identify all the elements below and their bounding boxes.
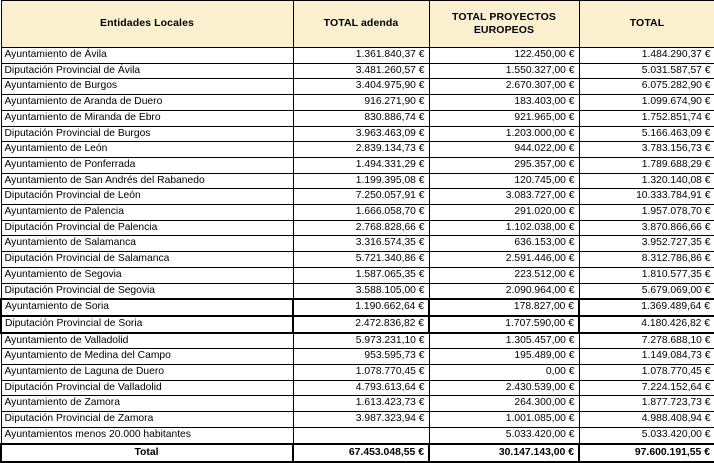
cell-proy: 1.550.327,00 € (429, 63, 579, 79)
cell-total-label: Total (1, 444, 293, 462)
cell-adenda: 4.793.613,64 € (293, 380, 429, 396)
table-row (1, 316, 714, 333)
cell-total: 8.312.786,86 € (579, 252, 714, 268)
cell-adenda: 1.078.770,45 € (293, 365, 429, 381)
cell-total: 5.033.420,00 € (579, 427, 714, 443)
cell-entity: Diputación Provincial de Valladolid (1, 380, 293, 396)
cell-total: 1.099.674,90 € (579, 95, 714, 111)
table-row (1, 236, 714, 252)
cell-adenda (293, 427, 429, 443)
column-header-total: TOTAL (579, 1, 714, 48)
cell-total: 1.877.723,73 € (579, 396, 714, 412)
table-body (1, 48, 714, 462)
cell-adenda: 830.886,74 € (293, 110, 429, 126)
cell-proy: 636.153,00 € (429, 236, 579, 252)
cell-adenda: 1.199.395,08 € (293, 173, 429, 189)
cell-entity: Diputación Provincial de Ávila (1, 63, 293, 79)
cell-entity: Diputación Provincial de León (1, 189, 293, 205)
cell-total: 1.752.851,74 € (579, 110, 714, 126)
table-row (1, 79, 714, 95)
table-header (1, 1, 714, 48)
cell-entity: Diputación Provincial de Segovia (1, 283, 293, 299)
cell-proy: 5.033.420,00 € (429, 427, 579, 443)
table-row (1, 283, 714, 299)
cell-adenda: 2.839.134,73 € (293, 142, 429, 158)
cell-entity: Diputación Provincial de Zamora (1, 412, 293, 428)
table-row (1, 396, 714, 412)
table-total-row (1, 444, 714, 462)
cell-entity: Diputación Provincial de Palencia (1, 220, 293, 236)
table-header-row (1, 1, 714, 48)
cell-proy: 0,00 € (429, 365, 579, 381)
cell-entity: Ayuntamiento de Soria (1, 299, 293, 316)
table-row (1, 252, 714, 268)
cell-proy: 264.300,00 € (429, 396, 579, 412)
cell-proy: 291.020,00 € (429, 205, 579, 221)
column-header-entity: Entidades Locales (1, 1, 293, 48)
cell-proy: 2.670.307,00 € (429, 79, 579, 95)
cell-total-total: 97.600.191,55 € (579, 444, 714, 462)
cell-total: 3.870.866,66 € (579, 220, 714, 236)
cell-total: 1.320.140,08 € (579, 173, 714, 189)
table-row (1, 95, 714, 111)
table-row (1, 333, 714, 349)
cell-adenda: 1.587.065,35 € (293, 267, 429, 283)
cell-total-proy: 30.147.143,00 € (429, 444, 579, 462)
cell-adenda: 916.271,90 € (293, 95, 429, 111)
cell-entity: Ayuntamientos menos 20.000 habitantes (1, 427, 293, 443)
cell-entity: Ayuntamiento de San Andrés del Rabanedo (1, 173, 293, 189)
table-row (1, 126, 714, 142)
cell-entity: Ayuntamiento de Valladolid (1, 333, 293, 349)
cell-entity: Ayuntamiento de Laguna de Duero (1, 365, 293, 381)
cell-total: 1.810.577,35 € (579, 267, 714, 283)
cell-adenda: 3.404.975,90 € (293, 79, 429, 95)
cell-proy: 223.512,00 € (429, 267, 579, 283)
cell-total-adenda: 67.453.048,55 € (293, 444, 429, 462)
cell-proy: 1.305.457,00 € (429, 333, 579, 349)
cell-adenda: 953.595,73 € (293, 349, 429, 365)
table-row (1, 412, 714, 428)
cell-entity: Ayuntamiento de Zamora (1, 396, 293, 412)
table-row (1, 365, 714, 381)
table-row (1, 267, 714, 283)
table-row (1, 189, 714, 205)
cell-adenda: 2.768.828,66 € (293, 220, 429, 236)
table-row (1, 173, 714, 189)
cell-entity: Ayuntamiento de Aranda de Duero (1, 95, 293, 111)
cell-adenda: 5.721.340,86 € (293, 252, 429, 268)
column-header-total-adenda: TOTAL adenda (293, 1, 429, 48)
cell-entity: Ayuntamiento de Ávila (1, 48, 293, 64)
cell-adenda: 3.316.574,35 € (293, 236, 429, 252)
cell-total: 10.333.784,91 € (579, 189, 714, 205)
cell-total: 5.679.069,00 € (579, 283, 714, 299)
cell-proy: 1.001.085,00 € (429, 412, 579, 428)
cell-entity: Ayuntamiento de Burgos (1, 79, 293, 95)
cell-total: 1.957.078,70 € (579, 205, 714, 221)
cell-proy: 183.403,00 € (429, 95, 579, 111)
table-row (1, 63, 714, 79)
cell-adenda: 1.666.058,70 € (293, 205, 429, 221)
cell-adenda: 5.973.231,10 € (293, 333, 429, 349)
cell-proy: 1.203.000,00 € (429, 126, 579, 142)
cell-entity: Ayuntamiento de Segovia (1, 267, 293, 283)
cell-total: 7.278.688,10 € (579, 333, 714, 349)
cell-adenda: 3.963.463,09 € (293, 126, 429, 142)
table-row (1, 220, 714, 236)
table-row (1, 142, 714, 158)
cell-proy: 195.489,00 € (429, 349, 579, 365)
cell-entity: Ayuntamiento de Salamanca (1, 236, 293, 252)
table-row (1, 48, 714, 64)
cell-total: 1.078.770,45 € (579, 365, 714, 381)
cell-entity: Ayuntamiento de Miranda de Ebro (1, 110, 293, 126)
cell-proy: 944.022,00 € (429, 142, 579, 158)
cell-proy: 120.745,00 € (429, 173, 579, 189)
cell-adenda: 3.987.323,94 € (293, 412, 429, 428)
cell-total: 6.075.282,90 € (579, 79, 714, 95)
column-header-total-proyectos-europeos: TOTAL PROYECTOS EUROPEOS (429, 1, 579, 48)
table-row (1, 380, 714, 396)
cell-total: 1.149.084,73 € (579, 349, 714, 365)
cell-total: 3.952.727,35 € (579, 236, 714, 252)
cell-entity: Ayuntamiento de Ponferrada (1, 157, 293, 173)
table-row (1, 205, 714, 221)
cell-proy: 2.090.964,00 € (429, 283, 579, 299)
table-row (1, 299, 714, 316)
cell-total: 5.166.463,09 € (579, 126, 714, 142)
cell-total: 1.369.489,64 € (579, 299, 714, 316)
cell-entity: Ayuntamiento de León (1, 142, 293, 158)
cell-proy: 122.450,00 € (429, 48, 579, 64)
cell-proy: 3.083.727,00 € (429, 189, 579, 205)
cell-total: 4.988.408,94 € (579, 412, 714, 428)
cell-proy: 1.102.038,00 € (429, 220, 579, 236)
cell-adenda: 3.481.260,57 € (293, 63, 429, 79)
cell-entity: Ayuntamiento de Palencia (1, 205, 293, 221)
cell-adenda: 1.361.840,37 € (293, 48, 429, 64)
cell-entity: Diputación Provincial de Soria (1, 316, 293, 333)
table-row (1, 349, 714, 365)
cell-total: 5.031.587,57 € (579, 63, 714, 79)
cell-proy: 2.430.539,00 € (429, 380, 579, 396)
cell-adenda: 7.250.057,91 € (293, 189, 429, 205)
cell-entity: Ayuntamiento de Medina del Campo (1, 349, 293, 365)
table-row (1, 110, 714, 126)
cell-entity: Diputación Provincial de Salamanca (1, 252, 293, 268)
cell-entity: Diputación Provincial de Burgos (1, 126, 293, 142)
table-row (1, 427, 714, 443)
cell-proy: 1.707.590,00 € (429, 316, 579, 333)
cell-proy: 921.965,00 € (429, 110, 579, 126)
cell-total: 3.783.156,73 € (579, 142, 714, 158)
cell-total: 1.484.290,37 € (579, 48, 714, 64)
cell-total: 4.180.426,82 € (579, 316, 714, 333)
cell-proy: 295.357,00 € (429, 157, 579, 173)
cell-adenda: 1.190.662,64 € (293, 299, 429, 316)
cell-total: 1.789.688,29 € (579, 157, 714, 173)
cell-adenda: 2.472.836,82 € (293, 316, 429, 333)
cell-proy: 2.591.446,00 € (429, 252, 579, 268)
cell-adenda: 1.494.331,29 € (293, 157, 429, 173)
cell-proy: 178.827,00 € (429, 299, 579, 316)
table-row (1, 157, 714, 173)
cell-adenda: 3.588.105,00 € (293, 283, 429, 299)
cell-adenda: 1.613.423,73 € (293, 396, 429, 412)
cell-total: 7.224.152,64 € (579, 380, 714, 396)
